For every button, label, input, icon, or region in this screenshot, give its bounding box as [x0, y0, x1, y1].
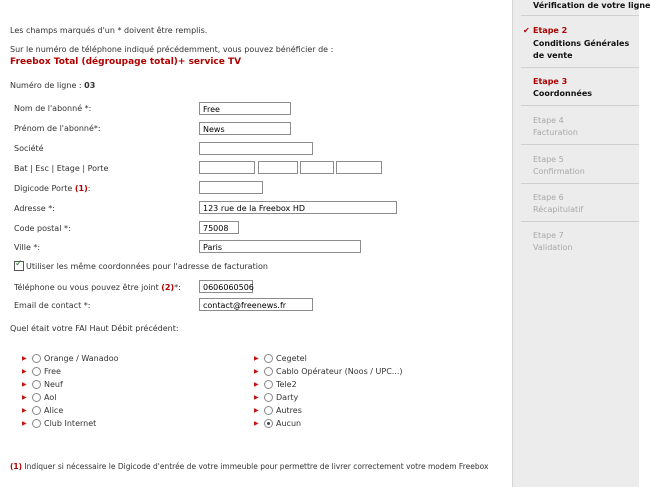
adresse-label: Adresse *: — [14, 204, 55, 213]
arrow-icon: ▶ — [22, 354, 27, 362]
step-7-title: Validation — [533, 243, 573, 252]
radio-icon[interactable] — [264, 406, 273, 415]
fai-option[interactable] — [22, 352, 118, 364]
fai-option-label: Orange / Wanadoo — [44, 353, 119, 363]
prenom-input[interactable]: News — [199, 122, 291, 135]
fai-option[interactable] — [254, 404, 302, 416]
step-2 — [523, 26, 568, 35]
step-7-number: Etape 7 — [533, 231, 564, 240]
telephone-label-suffix: *: — [174, 283, 181, 292]
ville-label: Ville *: — [14, 243, 41, 252]
radio-selected-icon[interactable] — [264, 419, 273, 428]
fai-option-label: Cegetel — [276, 353, 307, 363]
arrow-icon: ▶ — [254, 419, 259, 427]
prenom-label: Prénom de l'abonné*: — [14, 124, 101, 133]
fai-option[interactable] — [254, 378, 297, 390]
arrow-icon: ▶ — [22, 393, 27, 401]
telephone-label-text: Téléphone ou vous pouvez être joint — [14, 283, 159, 292]
fai-option-label: Free — [44, 366, 61, 376]
arrow-icon: ▶ — [22, 419, 27, 427]
required-note: Les champs marqués d'un * doivent être remplis. — [10, 26, 208, 35]
fai-option-label: Darty — [276, 392, 299, 402]
step-6-title: Récapitulatif — [533, 205, 584, 214]
nom-input[interactable]: Free — [199, 102, 291, 115]
fai-option[interactable] — [22, 365, 61, 377]
telephone-label — [14, 283, 181, 292]
fai-option-label: Club Internet — [44, 418, 97, 428]
line-number-label: Numéro de ligne : — [10, 81, 82, 90]
divider — [521, 67, 639, 68]
fai-option[interactable] — [254, 352, 307, 364]
arrow-icon: ▶ — [22, 406, 27, 414]
fai-option[interactable] — [22, 378, 63, 390]
step-5-title: Confirmation — [533, 167, 585, 176]
radio-icon[interactable] — [32, 406, 41, 415]
step-2-title: Conditions Générales de vente — [533, 39, 630, 60]
fai-option[interactable] — [254, 365, 403, 377]
footnote — [10, 462, 488, 471]
fai-option[interactable] — [22, 417, 96, 429]
step-6-number: Etape 6 — [533, 193, 564, 202]
billing-same-checkbox[interactable] — [14, 261, 24, 271]
fai-option[interactable] — [22, 404, 63, 416]
code-postal-input[interactable]: 75008 — [199, 221, 239, 234]
sidebar-header: Vérification de votre ligne — [533, 1, 650, 10]
fai-option-label: Autres — [276, 405, 302, 415]
footnote-ref: (1) — [10, 462, 23, 471]
fai-option[interactable] — [22, 391, 56, 403]
radio-icon[interactable] — [264, 354, 273, 363]
divider — [521, 183, 639, 184]
divider — [521, 105, 639, 106]
steps-sidebar — [512, 0, 650, 487]
societe-input[interactable] — [199, 142, 313, 155]
bat-input[interactable] — [199, 161, 255, 174]
fai-option-label: Neuf — [44, 379, 63, 389]
divider — [521, 221, 639, 222]
etage-input[interactable] — [300, 161, 334, 174]
radio-icon[interactable] — [264, 380, 273, 389]
line-number-row — [10, 81, 95, 90]
arrow-icon: ▶ — [22, 367, 27, 375]
fai-option-selected[interactable] — [254, 417, 301, 429]
radio-icon[interactable] — [264, 367, 273, 376]
digicode-input[interactable] — [199, 181, 263, 194]
footnote-text: Indiquer si nécessaire le Digicode d'entrée de votre immeuble pour permettre de livrer correctement votre modem Freebox — [24, 462, 489, 471]
code-postal-label: Code postal *: — [14, 224, 71, 233]
step-number: Etape 2 — [533, 26, 568, 35]
radio-icon[interactable] — [32, 419, 41, 428]
digicode-label-text: Digicode Porte — [14, 184, 73, 193]
arrow-icon: ▶ — [254, 354, 259, 362]
digicode-label-suffix: : — [87, 184, 91, 193]
billing-same-label: Utiliser les même coordonnées pour l'adresse de facturation — [26, 262, 268, 271]
ville-input[interactable]: Paris — [199, 240, 361, 253]
fai-option[interactable] — [254, 391, 298, 403]
telephone-footnote-ref: (2) — [161, 283, 175, 292]
fai-option-label: Tele2 — [276, 379, 297, 389]
esc-input[interactable] — [258, 161, 298, 174]
email-label: Email de contact *: — [14, 301, 91, 310]
offer-title: Freebox Total (dégroupage total)+ service TV — [10, 57, 242, 67]
nom-label: Nom de l'abonné *: — [14, 104, 92, 113]
digicode-label — [14, 184, 90, 193]
radio-icon[interactable] — [32, 380, 41, 389]
fai-option-label: Aucun — [276, 418, 302, 428]
fai-question: Quel était votre FAI Haut Débit précédent: — [10, 324, 179, 333]
societe-label: Société — [14, 144, 44, 153]
radio-icon[interactable] — [264, 393, 273, 402]
bat-label: Bat | Esc | Etage | Porte — [14, 164, 109, 173]
step-3-number: Etape 3 — [533, 77, 568, 86]
fai-option-label: Cablo Opérateur (Noos / UPC...) — [276, 366, 403, 376]
radio-icon[interactable] — [32, 367, 41, 376]
radio-icon[interactable] — [32, 393, 41, 402]
radio-icon[interactable] — [32, 354, 41, 363]
telephone-input[interactable]: 0606060506 — [199, 280, 253, 293]
arrow-icon: ▶ — [22, 380, 27, 388]
line-number-value: 03 — [84, 81, 96, 90]
porte-input[interactable] — [336, 161, 382, 174]
eligibility-text: Sur le numéro de téléphone indiqué précédemment, vous pouvez bénéficier de : — [10, 45, 334, 54]
divider — [521, 144, 639, 145]
adresse-input[interactable]: 123 rue de la Freebox HD — [199, 201, 397, 214]
step-4-number: Etape 4 — [533, 116, 564, 125]
step-5-number: Etape 5 — [533, 155, 564, 164]
email-input[interactable]: contact@freenews.fr — [199, 298, 313, 311]
fai-option-label: Aol — [44, 392, 57, 402]
arrow-icon: ▶ — [254, 367, 259, 375]
arrow-icon: ▶ — [254, 380, 259, 388]
step-3-title: Coordonnées — [533, 89, 593, 98]
step-4-title: Facturation — [533, 128, 578, 137]
divider — [521, 15, 639, 16]
fai-option-label: Alice — [44, 405, 64, 415]
check-icon: ✔ — [523, 26, 530, 35]
digicode-footnote-ref: (1) — [74, 184, 88, 193]
arrow-icon: ▶ — [254, 406, 259, 414]
arrow-icon: ▶ — [254, 393, 259, 401]
